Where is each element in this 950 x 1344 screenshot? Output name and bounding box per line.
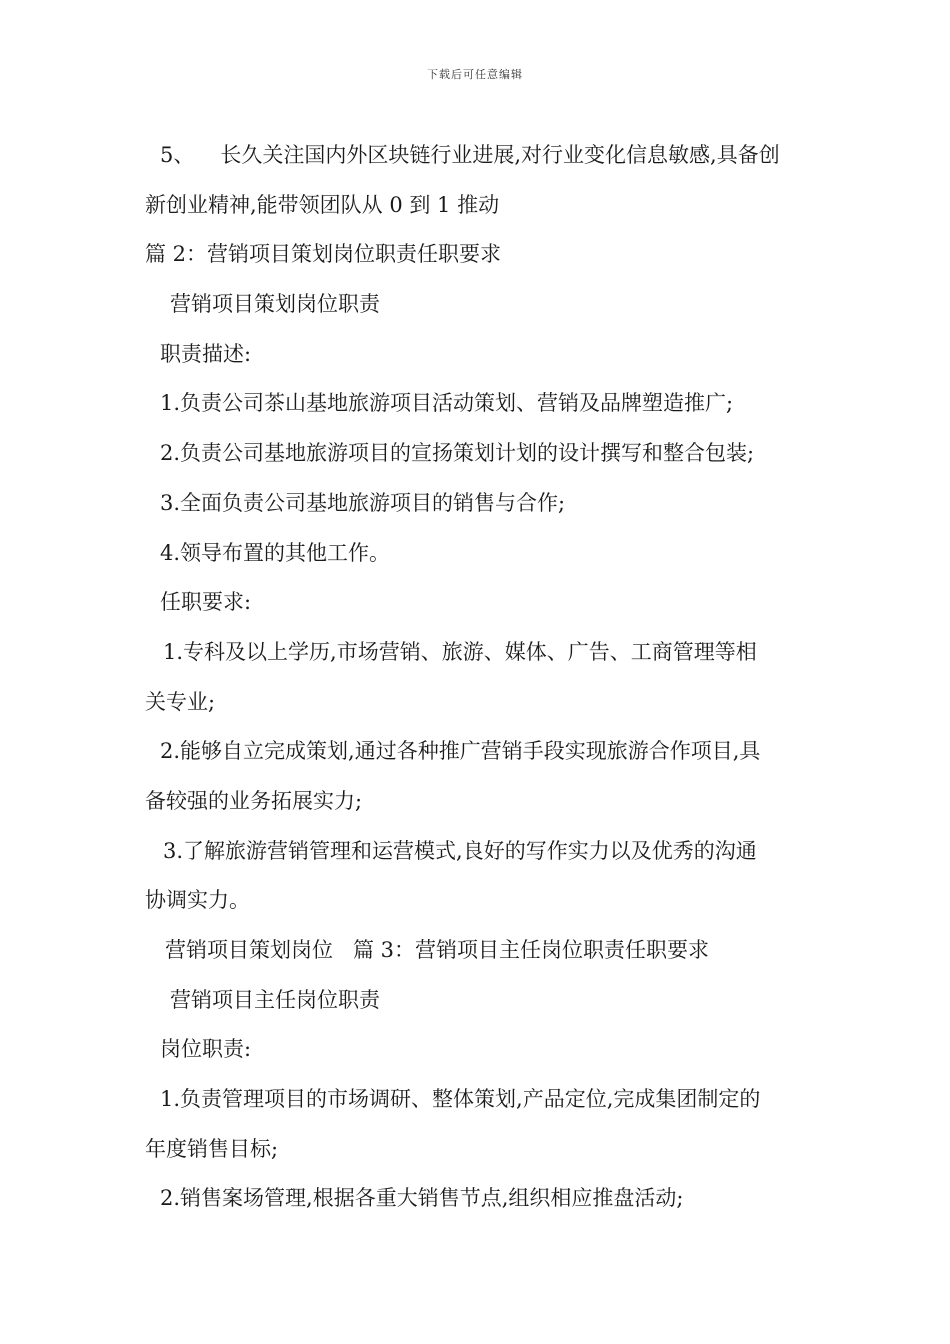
post-duty-1-line-2: 年度销售目标; (145, 1136, 279, 1161)
requirement-2-line-2: 备较强的业务拓展实力; (145, 788, 363, 813)
duty-item-2: 2.负责公司基地旅游项目的宣扬策划计划的设计撰写和整合包装; (160, 441, 755, 466)
post-duty-2: 2.销售案场管理,根据各重大销售节点,组织相应推盘活动; (160, 1186, 684, 1211)
duty-item-4: 4.领导布置的其他工作。 (160, 540, 391, 565)
section-3-prefix: 营销项目策划岗位 (165, 938, 333, 962)
requirement-3-line-1: 3.了解旅游营销管理和运营模式,良好的写作实力以及优秀的沟通 (163, 838, 757, 863)
item-5-text: 长久关注国内外区块链行业进展,对行业变化信息敏感,具备创 (220, 143, 780, 167)
section-3-subtitle: 营销项目主任岗位职责 (170, 987, 380, 1012)
requirement-1-line-1: 1.专科及以上学历,市场营销、旅游、媒体、广告、工商管理等相 (163, 639, 757, 664)
post-duties-label: 岗位职责: (160, 1037, 252, 1062)
requirement-3-line-2: 协调实力。 (145, 888, 250, 913)
page-header: 下载后可任意编辑 (427, 68, 523, 81)
document-body (145, 131, 810, 1224)
requirements-label: 任职要求: (160, 590, 252, 615)
requirement-2-line-1: 2.能够自立完成策划,通过各种推广营销手段实现旅游合作项目,具 (160, 739, 761, 764)
section-3-title: 篇 3：营销项目主任岗位职责任职要求 (353, 938, 710, 962)
section-2-title: 篇 2：营销项目策划岗位职责任职要求 (145, 242, 502, 267)
requirement-1-line-2: 关专业; (145, 689, 216, 714)
item-5-line-1 (145, 131, 810, 181)
duty-item-3: 3.全面负责公司基地旅游项目的销售与合作; (160, 490, 566, 515)
section-2-subtitle: 营销项目策划岗位职责 (170, 292, 380, 317)
item-5-number: 5、 (160, 143, 195, 167)
duty-item-1: 1.负责公司茶山基地旅游项目活动策划、营销及品牌塑造推广; (160, 391, 734, 416)
post-duty-1-line-1: 1.负责管理项目的市场调研、整体策划,产品定位,完成集团制定的 (160, 1087, 761, 1112)
item-5-line-2: 新创业精神,能带领团队从 0 到 1 推动 (145, 192, 500, 217)
duties-label: 职责描述: (160, 341, 252, 366)
section-3-heading-line (145, 926, 810, 976)
